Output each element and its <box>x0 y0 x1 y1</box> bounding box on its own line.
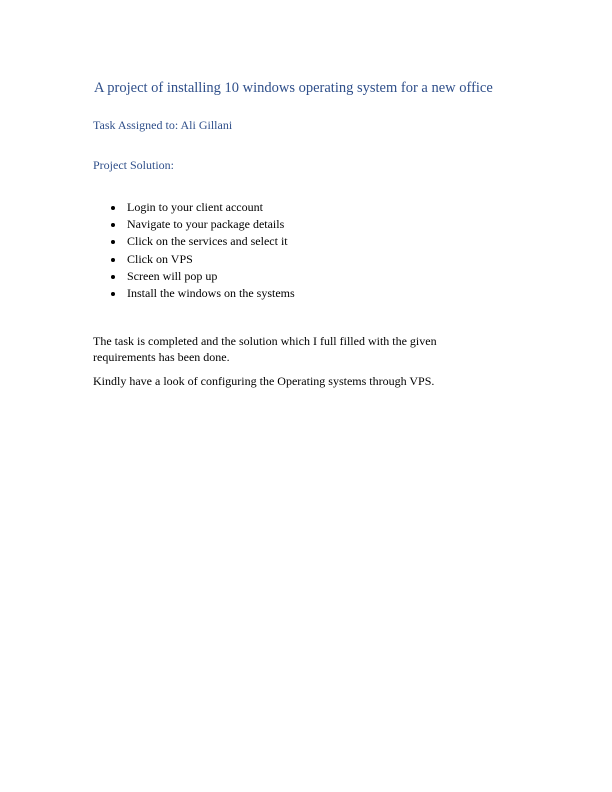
solution-steps-list <box>109 199 295 302</box>
list-item <box>109 233 295 250</box>
list-item <box>109 285 295 302</box>
step-text: Screen will pop up <box>127 268 218 283</box>
list-item <box>109 268 295 285</box>
bullet-icon <box>111 206 115 210</box>
bullet-icon <box>111 258 115 262</box>
document-title: A project of installing 10 windows operating system for a new office <box>94 80 493 96</box>
step-text: Click on VPS <box>127 251 193 266</box>
list-item <box>109 199 295 216</box>
step-text: Install the windows on the systems <box>127 285 295 300</box>
list-item <box>109 216 295 233</box>
step-text: Navigate to your package details <box>127 217 285 232</box>
vps-note-paragraph: Kindly have a look of configuring the Operating systems through VPS. <box>93 374 435 388</box>
bullet-icon <box>111 292 115 296</box>
task-assigned-line: Task Assigned to: Ali Gillani <box>93 118 233 132</box>
bullet-icon <box>111 223 115 227</box>
step-text: Click on the services and select it <box>127 234 288 249</box>
step-text: Login to your client account <box>127 200 263 214</box>
bullet-icon <box>111 240 115 244</box>
bullet-icon <box>111 275 115 279</box>
list-item <box>109 251 295 268</box>
completion-paragraph: The task is completed and the solution which I full filled with the given requirements has been done. <box>93 334 437 364</box>
project-solution-heading: Project Solution: <box>93 158 174 172</box>
